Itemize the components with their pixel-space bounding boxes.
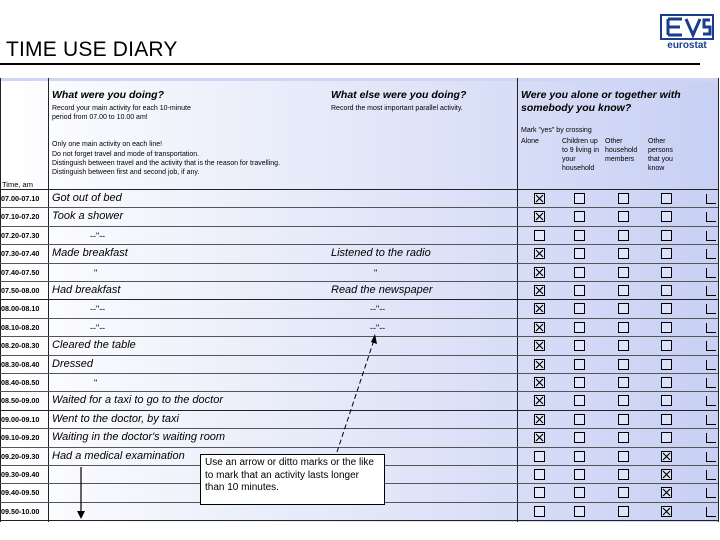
option-children: Children up to 9 living in your household — [562, 138, 599, 172]
pointer-dashed-line — [337, 340, 374, 452]
parallel-activity-entry[interactable]: --"-- — [370, 304, 386, 315]
row-time: 08.50-09.00 — [1, 396, 40, 406]
down-arrow-head — [77, 511, 85, 519]
row-time: 09.30-09.40 — [1, 470, 40, 479]
pointer-arrow-head — [371, 334, 377, 344]
parallel-activity-entry[interactable]: " — [374, 267, 378, 278]
row-time: 08.00-08.10 — [1, 304, 40, 314]
main-activity-entry[interactable]: Dressed — [52, 357, 93, 370]
company-instruction: Mark "yes" by crossing — [521, 127, 592, 134]
main-activity-entry[interactable]: Had breakfast — [52, 284, 121, 296]
option-others: Other persons that you know — [648, 138, 673, 172]
main-activity-entry[interactable]: --"-- — [90, 230, 106, 241]
main-activity-entry[interactable]: --"-- — [90, 304, 106, 315]
row-time: 07.40-07.50 — [1, 267, 40, 277]
main-instructions: Record your main activity for each 10-minute period from 07.00 to 10.00 am! Only one main activity on each line! Do not forget travel and mode of transportation. Distinguish between travel and the activity that is the reason for travelling. Distinguish between first and second job, if any. — [52, 105, 281, 177]
row-time: 07.50-08.00 — [1, 286, 40, 295]
row-time: 08.10-08.20 — [1, 322, 40, 332]
row-time: 07.30-07.40 — [1, 249, 40, 259]
main-activity-entry[interactable]: --"-- — [90, 322, 106, 333]
time-column-heading: Time, am — [2, 180, 33, 189]
main-activity-entry[interactable]: Cleared the table — [52, 339, 136, 352]
row-time: 07.10-07.20 — [1, 212, 40, 222]
parallel-instructions: Record the most important parallel activity. — [331, 105, 463, 112]
row-time: 08.30-08.40 — [1, 359, 40, 369]
company-heading: Were you alone or together with somebody you know? — [521, 89, 681, 114]
page-title: TIME USE DIARY — [6, 38, 178, 61]
main-activity-entry[interactable]: Waited for a taxi to go to the doctor — [52, 394, 224, 407]
main-activity-entry[interactable]: " — [94, 378, 98, 388]
option-alone: Alone — [521, 138, 539, 145]
row-time: 09.50-10.00 — [1, 506, 40, 516]
row-time: 09.10-09.20 — [1, 433, 40, 443]
row-time: 09.40-09.50 — [1, 488, 40, 498]
row-time: 07.20-07.30 — [1, 230, 40, 240]
parallel-activity-entry[interactable]: --"-- — [370, 322, 386, 333]
row-time: 09.00-09.10 — [1, 414, 40, 424]
option-household: Other household members — [605, 138, 638, 163]
main-activity-entry[interactable]: Made breakfast — [52, 247, 128, 260]
main-activity-entry[interactable]: Took a shower — [52, 210, 124, 223]
main-activity-entry[interactable]: " — [94, 267, 98, 278]
row-time: 09.20-09.30 — [1, 451, 40, 461]
parallel-activity-heading: What else were you doing? — [331, 89, 467, 101]
row-time: 07.00-07.10 — [1, 194, 40, 203]
parallel-activity-entry[interactable]: Listened to the radio — [331, 247, 431, 260]
row-time: 08.40-08.50 — [1, 378, 40, 387]
main-activity-entry[interactable]: Went to the doctor, by taxi — [52, 412, 179, 425]
row-time: 08.20-08.30 — [1, 341, 40, 351]
logo-text: eurostat — [667, 40, 707, 51]
main-activity-heading: What were you doing? — [52, 89, 164, 101]
main-activity-entry[interactable]: Waiting in the doctor's waiting room — [52, 431, 226, 444]
parallel-activity-entry[interactable]: Read the newspaper — [331, 284, 433, 296]
arrow-note: Use an arrow or ditto marks or the like to mark that an activity lasts longer than 10 minutes. — [200, 454, 385, 505]
main-activity-entry[interactable]: Got out of bed — [52, 192, 122, 204]
main-activity-entry[interactable]: Had a medical examination — [52, 449, 185, 462]
